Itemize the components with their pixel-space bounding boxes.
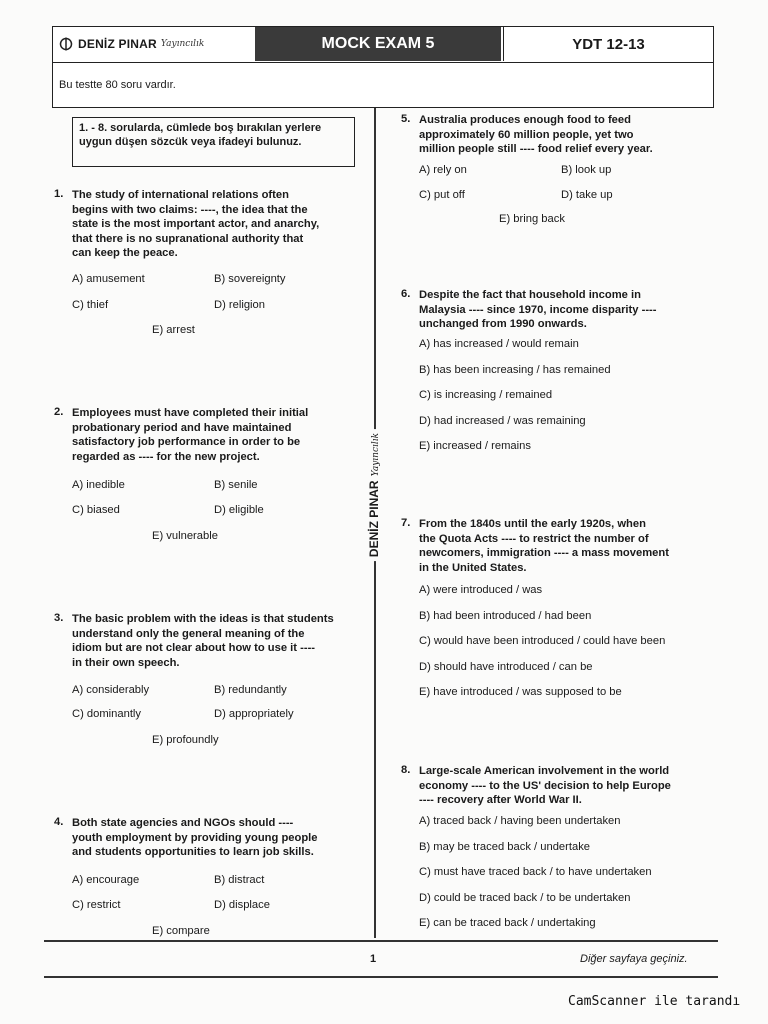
question-1 [54,188,364,348]
next-page-note: Diğer sayfaya geçiniz. [580,953,688,965]
answer-option-c[interactable]: C) biased [72,504,120,516]
question-number: 5. [401,113,411,125]
answer-option-b[interactable]: B) has been increasing / has remained [419,363,611,376]
stem-line: Large-scale American involvement in the world [419,765,670,777]
answer-option-e[interactable]: E) have introduced / was supposed to be [419,686,622,698]
question-stem [72,406,308,464]
question-6 [401,288,711,452]
stem-line: probationary period and have maintained [72,421,292,434]
answer-option-d[interactable]: D) religion [214,299,265,311]
stem-line: Both state agencies and NGOs should ---- [72,817,294,829]
scanner-watermark: CamScanner ile tarandı [568,994,741,1009]
instructions-box: 1. - 8. sorularda, cümlede boş bırakılan yerlere uygun düşen sözcük veya ifadeyi bulunuz. [72,117,355,167]
answer-option-a[interactable]: A) encourage [72,874,140,886]
stem-line: that there is no supranational authority that [72,232,304,245]
stem-line: newcomers, immigration ---- a mass movement [419,547,669,559]
stem-line: million people still ---- food relief every year. [419,143,653,155]
answer-option-d[interactable]: D) appropriately [214,708,294,720]
answer-option-a[interactable]: A) considerably [72,684,150,696]
answer-option-c[interactable]: C) dominantly [72,708,142,720]
exam-title: MOCK EXAM 5 [255,27,501,61]
answer-option-a[interactable]: A) has increased / would remain [419,338,579,350]
answer-option-e[interactable]: E) can be traced back / undertaking [419,917,596,929]
question-stem [72,188,319,261]
question-stem [419,764,671,808]
answer-option-e[interactable]: E) arrest [152,324,195,336]
answer-option-b[interactable]: B) distract [214,874,265,886]
answer-option-d[interactable]: D) eligible [214,504,264,516]
exam-code: YDT 12-13 [503,27,713,61]
answer-option-a[interactable]: A) rely on [419,164,467,176]
stem-line: in the United States. [419,561,527,574]
vertical-brand-script: Yayıncılık [371,432,381,477]
publisher-name: DENİZ PINAR [78,37,157,51]
stem-line: youth employment by providing young people [72,831,318,844]
stem-line: satisfactory job performance in order to be [72,436,301,448]
vertical-brand-name: DENİZ PINAR [367,480,381,558]
answer-option-e[interactable]: E) increased / remains [419,440,531,452]
answer-option-c[interactable]: C) would have been introduced / could have been [419,635,666,647]
question-8 [401,764,711,929]
answer-option-b[interactable]: B) may be traced back / undertake [419,840,591,853]
stem-line: can keep the peace. [72,247,178,259]
publisher-logo-icon [59,37,73,51]
answer-option-d[interactable]: D) take up [561,189,613,201]
exam-header [52,26,714,108]
question-stem [419,113,653,157]
stem-line: Malaysia ---- since 1970, income disparity ---- [419,303,657,316]
answer-option-e[interactable]: E) vulnerable [152,530,218,542]
answer-option-c[interactable]: C) thief [72,299,109,311]
question-number: 8. [401,764,411,776]
answer-option-a[interactable]: A) amusement [72,273,145,285]
question-stem [72,612,334,670]
question-number: 4. [54,816,64,828]
stem-line: state is the most important actor, and anarchy, [72,218,320,230]
answer-option-a[interactable]: A) traced back / having been undertaken [419,815,621,827]
stem-line: The basic problem with the ideas is that students [72,613,334,625]
stem-line: approximately 60 million people, yet two [419,128,634,141]
stem-line: understand only the general meaning of the [72,627,305,640]
answer-option-c[interactable]: C) is increasing / remained [419,389,553,401]
answer-option-b[interactable]: B) senile [214,479,258,491]
stem-line: economy ---- to the US' decision to help Europe [419,779,671,792]
question-stem [419,288,657,332]
answer-option-d[interactable]: D) displace [214,899,270,911]
stem-line: Australia produces enough food to feed [419,114,631,126]
publisher-script: Yayıncılık [160,39,205,49]
question-stem [72,816,318,860]
stem-line: begins with two claims: ----, the idea that the [72,203,308,216]
stem-line: the Quota Acts ---- to restrict the number of [419,532,649,545]
answer-option-b[interactable]: B) look up [561,164,612,176]
answer-option-e[interactable]: E) bring back [499,213,565,225]
answer-option-d[interactable]: D) should have introduced / can be [419,660,593,673]
stem-line: The study of international relations often [72,189,289,201]
question-count-notice: Bu testte 80 soru vardır. [59,79,176,91]
publisher-brand [53,27,255,61]
answer-option-c[interactable]: C) put off [419,189,465,201]
question-number: 2. [54,406,64,418]
stem-line: idiom but are not clear about how to use it ---- [72,642,316,654]
stem-line: From the 1840s until the early 1920s, when [419,518,646,530]
footer-rule-top [44,940,718,942]
stem-line: ---- recovery after World War II. [419,794,582,806]
stem-line: Despite the fact that household income in [419,289,641,301]
question-7 [401,517,711,698]
question-stem [419,517,669,575]
answer-option-e[interactable]: E) compare [152,925,210,937]
answer-option-b[interactable]: B) had been introduced / had been [419,609,592,622]
stem-line: Employees must have completed their initial [72,407,309,419]
question-number: 7. [401,517,411,529]
question-3 [54,612,364,772]
stem-line: and students opportunities to learn job skills. [72,846,314,858]
stem-line: regarded as ---- for the new project. [72,450,260,463]
answer-option-a[interactable]: A) inedible [72,479,125,491]
stem-line: unchanged from 1990 onwards. [419,318,587,330]
answer-option-b[interactable]: B) redundantly [214,684,287,696]
question-number: 6. [401,288,411,300]
question-2 [54,406,364,566]
stem-line: in their own speech. [72,656,180,669]
question-number: 1. [54,188,64,200]
answer-option-e[interactable]: E) profoundly [152,734,219,746]
footer-rule-bottom [44,976,718,978]
answer-option-d[interactable]: D) could be traced back / to be undertaken [419,891,631,904]
page-number: 1 [370,953,377,965]
answer-option-c[interactable]: C) must have traced back / to have undertaken [419,866,652,878]
header-row [53,27,713,63]
answer-option-a[interactable]: A) were introduced / was [419,584,543,596]
question-5 [401,113,711,273]
answer-option-d[interactable]: D) had increased / was remaining [419,414,586,427]
answer-option-c[interactable]: C) restrict [72,899,121,911]
answer-option-b[interactable]: B) sovereignty [214,273,286,285]
question-number: 3. [54,612,64,624]
question-4 [54,816,364,976]
